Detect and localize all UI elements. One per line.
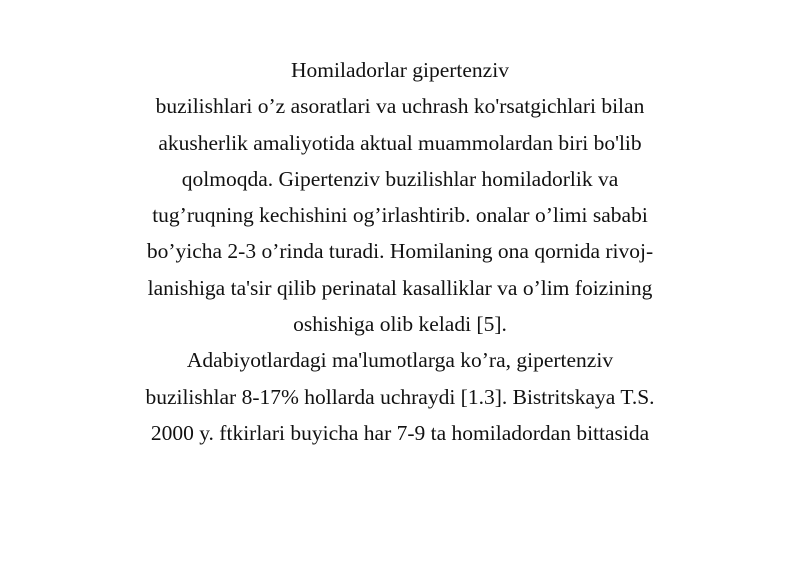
body-text [60, 52, 740, 451]
text-line: 2000 y. ftkirlari buyicha har 7-9 ta homiladordan bittasida [150, 420, 650, 445]
text-line: tug’ruqning kechishini og’irlashtirib. onalar o’limi sababi [152, 203, 648, 228]
text-line: Homiladorlar gipertenziv [291, 58, 509, 82]
text-line: buzilishlar 8-17% hollarda uchraydi [1.3]. Bistritskaya T.S. [145, 384, 655, 409]
text-line: lanishiga ta'sir qilib perinatal kasalliklar va o’lim foizining [147, 275, 653, 300]
text-line: oshishiga olib keladi [5]. [293, 312, 507, 337]
text-line: qolmoqda. Gipertenziv buzilishlar homiladorlik va [181, 166, 619, 191]
text-line: bo’yicha 2-3 o’rinda turadi. Homilaning ona qornida rivoj- [146, 239, 654, 264]
text-line: akusherlik amaliyotida aktual muammolardan biri bo'lib [158, 130, 642, 155]
text-line: buzilishlari o’z asoratlari va uchrash ko'rsatgichlari bilan [155, 94, 645, 119]
text-line: Adabiyotlardagi ma'lumotlarga ko’ra, gipertenziv [186, 348, 614, 373]
